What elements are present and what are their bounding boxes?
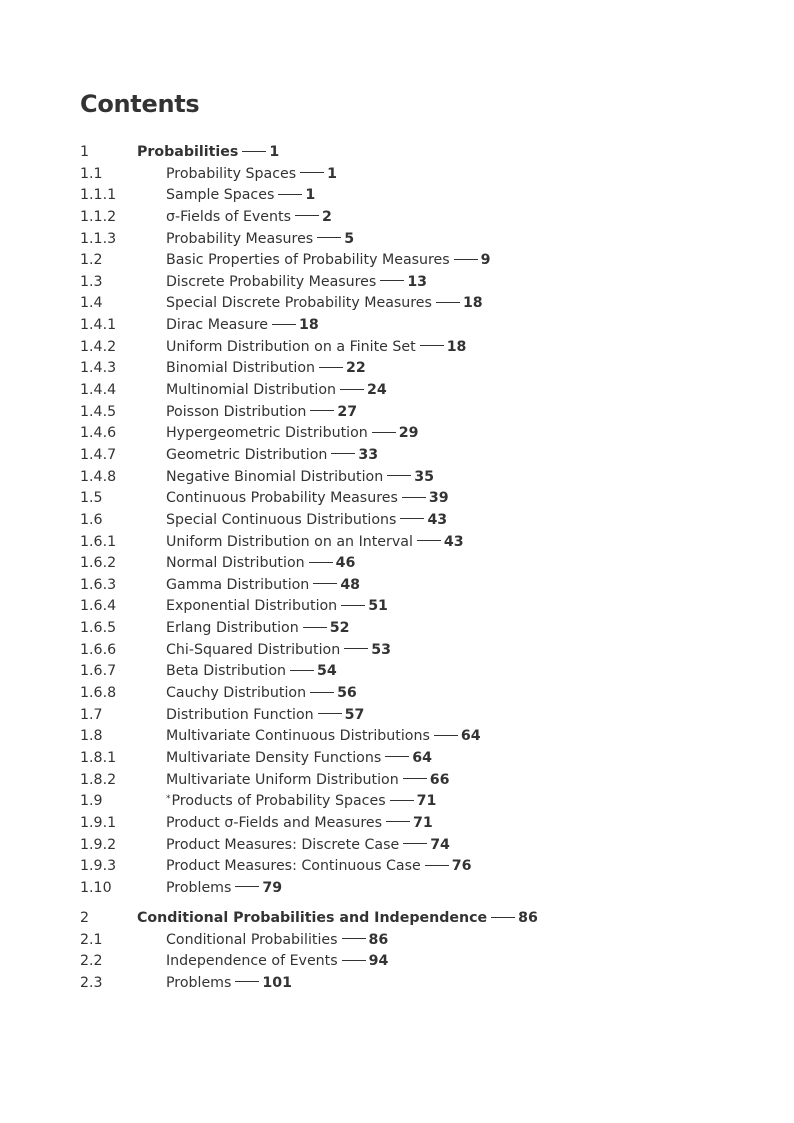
- section-number: 2.1: [80, 931, 103, 948]
- leader-dash: [342, 960, 366, 961]
- toc-entry: [166, 640, 391, 662]
- page-number: 79: [262, 879, 283, 896]
- leader-dash: [235, 981, 259, 982]
- section-number: 1.4.2: [80, 338, 117, 355]
- section-number: 1.4.7: [80, 446, 117, 463]
- page-number: 29: [398, 425, 419, 442]
- section-number: 1.3: [80, 273, 103, 290]
- section-title: Special Continuous Distributions: [166, 511, 397, 528]
- section-number: 1.9.1: [80, 814, 117, 831]
- section-number: 1.5: [80, 490, 103, 507]
- toc-section-row: [80, 467, 720, 489]
- toc-section-row: [80, 164, 720, 186]
- toc-section-row: [80, 748, 720, 770]
- toc-entry: [166, 315, 319, 337]
- toc-section-row: [80, 705, 720, 727]
- leader-dash: [402, 497, 426, 498]
- toc-entry: [166, 402, 357, 424]
- leader-dash: [313, 583, 337, 584]
- toc-entry: [166, 532, 464, 554]
- section-title: σ-Fields of Events: [166, 208, 291, 225]
- section-number: 1.9.3: [80, 858, 117, 875]
- section-title: Distribution Function: [166, 706, 314, 723]
- toc-entry: [166, 951, 388, 973]
- toc-entry: [166, 878, 282, 900]
- toc-section-row: [80, 661, 720, 683]
- toc-entry: [137, 142, 279, 164]
- leader-dash: [403, 778, 427, 779]
- page-number: 1: [305, 187, 316, 204]
- page-number: 53: [371, 641, 391, 658]
- page-number: 64: [460, 728, 481, 745]
- toc-entry: [166, 618, 349, 640]
- leader-dash: [242, 151, 266, 152]
- section-title: Special Discrete Probability Measures: [166, 295, 432, 312]
- leader-dash: [310, 692, 334, 693]
- toc-section-row: [80, 835, 720, 857]
- toc-section-row: [80, 951, 720, 973]
- page-number: 86: [518, 910, 538, 926]
- section-title: Problems: [166, 879, 232, 896]
- section-title: Probability Measures: [166, 230, 314, 247]
- section-title: Erlang Distribution: [166, 620, 299, 637]
- section-number: 1.9: [80, 793, 103, 810]
- toc-entry: [166, 467, 434, 489]
- page-number: 46: [335, 555, 356, 572]
- toc-section-row: [80, 358, 720, 380]
- section-number: 1.6.7: [80, 663, 117, 680]
- toc-entry: [166, 229, 354, 251]
- toc-section-row: [80, 683, 720, 705]
- toc-section-row: [80, 532, 720, 554]
- section-number: 1.6.4: [80, 598, 117, 615]
- leader-dash: [390, 800, 414, 801]
- leader-dash: [290, 670, 314, 671]
- toc-entry: [137, 908, 538, 930]
- toc-section-row: [80, 488, 720, 510]
- toc-entry: [166, 661, 337, 683]
- section-title: Exponential Distribution: [166, 598, 338, 615]
- leader-dash: [331, 453, 355, 454]
- section-title: Sample Spaces: [166, 187, 275, 204]
- leader-dash: [417, 540, 441, 541]
- leader-dash: [454, 259, 478, 260]
- section-title: Poisson Distribution: [166, 403, 307, 420]
- page-number: 33: [358, 446, 379, 463]
- section-title: Discrete Probability Measures: [166, 273, 377, 290]
- chapter-title: Probabilities: [137, 144, 239, 160]
- section-number: 1.4: [80, 295, 103, 312]
- section-title: Probability Spaces: [166, 165, 297, 182]
- toc-section-row: [80, 337, 720, 359]
- toc-section-row: [80, 878, 720, 900]
- toc-section-row: [80, 207, 720, 229]
- section-number: 1.4.3: [80, 360, 117, 377]
- page-number: 18: [446, 338, 467, 355]
- leader-dash: [434, 735, 458, 736]
- toc-entry: [166, 835, 450, 857]
- leader-dash: [386, 821, 410, 822]
- toc-entry: [166, 250, 491, 272]
- section-number: 1.4.4: [80, 382, 117, 399]
- toc-entry: [166, 575, 360, 597]
- leader-dash: [318, 713, 342, 714]
- toc-section-row: [80, 423, 720, 445]
- section-number: 1.6.2: [80, 555, 117, 572]
- leader-dash: [385, 756, 409, 757]
- toc-entry: [166, 185, 315, 207]
- leader-dash: [309, 562, 333, 563]
- section-number: 1.1.3: [80, 230, 117, 247]
- section-title: Multivariate Density Functions: [166, 749, 382, 766]
- section-title: Continuous Probability Measures: [166, 490, 398, 507]
- page-number: 22: [346, 360, 366, 377]
- page-number: 101: [262, 974, 293, 991]
- toc-section-row: [80, 315, 720, 337]
- toc-chapter-1: [80, 142, 720, 899]
- toc-section-row: [80, 553, 720, 575]
- toc-chapter-heading: [80, 908, 720, 930]
- section-title: Chi-Squared Distribution: [166, 641, 341, 658]
- section-title: Multivariate Uniform Distribution: [166, 771, 399, 788]
- section-number: 1.8.2: [80, 771, 117, 788]
- page-number: 24: [367, 382, 387, 399]
- leader-dash: [342, 938, 366, 939]
- section-number: 1.2: [80, 252, 103, 269]
- section-title: Product Measures: Discrete Case: [166, 836, 400, 853]
- toc-entry: [166, 856, 471, 878]
- page-number: 76: [451, 858, 472, 875]
- page-number: 13: [407, 273, 428, 290]
- toc-section-row: [80, 596, 720, 618]
- toc-section-row: [80, 726, 720, 748]
- section-number: 1.6: [80, 511, 103, 528]
- toc-section-row: [80, 575, 720, 597]
- section-title: Hypergeometric Distribution: [166, 425, 368, 442]
- leader-dash: [344, 648, 368, 649]
- section-title: Product Measures: Continuous Case: [166, 858, 421, 875]
- section-number: 1.1.2: [80, 208, 117, 225]
- toc-section-row: [80, 380, 720, 402]
- leader-dash: [310, 410, 334, 411]
- section-number: 1.10: [80, 879, 112, 896]
- toc-entry: [166, 770, 449, 792]
- section-number: 1.4.8: [80, 468, 117, 485]
- toc-section-row: [80, 510, 720, 532]
- toc-section-row: [80, 973, 720, 995]
- leader-dash: [436, 302, 460, 303]
- section-title: Basic Properties of Probability Measures: [166, 252, 450, 269]
- leader-dash: [303, 627, 327, 628]
- toc-entry: [166, 510, 447, 532]
- toc-entry: [166, 553, 355, 575]
- page-number: 74: [430, 836, 450, 853]
- page-number: 39: [428, 490, 449, 507]
- toc-entry: [166, 272, 427, 294]
- section-number: 1.7: [80, 706, 103, 723]
- page-number: 94: [368, 953, 389, 970]
- page-number: 18: [299, 317, 319, 334]
- toc-entry: [166, 293, 483, 315]
- leader-dash: [235, 886, 259, 887]
- section-number: 1.4.5: [80, 403, 117, 420]
- section-title: Gamma Distribution: [166, 576, 310, 593]
- toc-section-row: [80, 185, 720, 207]
- section-title: Problems: [166, 974, 232, 991]
- section-title: Geometric Distribution: [166, 446, 328, 463]
- chapter-number: 2: [80, 910, 90, 926]
- page-number: 43: [427, 511, 448, 528]
- leader-dash: [491, 917, 515, 918]
- leader-dash: [403, 843, 427, 844]
- section-number: 2.3: [80, 974, 103, 991]
- toc-section-row: [80, 930, 720, 952]
- toc-entry: [166, 683, 357, 705]
- section-title: Negative Binomial Distribution: [166, 468, 384, 485]
- leader-dash: [420, 345, 444, 346]
- toc-entry: [166, 337, 466, 359]
- section-number: 1.9.2: [80, 836, 117, 853]
- toc-entry: [166, 596, 388, 618]
- page-number: 1: [269, 144, 280, 160]
- leader-dash: [317, 237, 341, 238]
- page-number: 9: [480, 252, 491, 269]
- toc-section-row: [80, 250, 720, 272]
- toc-section-row: [80, 293, 720, 315]
- section-title: Beta Distribution: [166, 663, 286, 680]
- section-number: 1.1: [80, 165, 103, 182]
- toc-section-row: [80, 402, 720, 424]
- leader-dash: [278, 194, 302, 195]
- optional-section-marker: *: [166, 794, 171, 805]
- page-number: 64: [412, 749, 432, 766]
- leader-dash: [319, 367, 343, 368]
- toc-entry: [166, 164, 337, 186]
- page-number: 18: [462, 295, 483, 312]
- leader-dash: [295, 215, 319, 216]
- section-title: Independence of Events: [166, 953, 338, 970]
- page-number: 71: [416, 793, 437, 810]
- section-number: 1.4.1: [80, 317, 117, 334]
- page-number: 57: [344, 706, 365, 723]
- section-title: Dirac Measure: [166, 317, 269, 334]
- page-number: 1: [327, 165, 338, 182]
- leader-dash: [380, 280, 404, 281]
- toc-section-row: [80, 272, 720, 294]
- leader-dash: [300, 172, 324, 173]
- toc-section-row: [80, 770, 720, 792]
- section-title: Normal Distribution: [166, 555, 305, 572]
- toc-entry: [166, 488, 449, 510]
- section-number: 1.6.8: [80, 685, 117, 702]
- page-title: Contents: [80, 90, 200, 118]
- leader-dash: [400, 518, 424, 519]
- section-title: Conditional Probabilities: [166, 931, 338, 948]
- section-title: Multivariate Continuous Distributions: [166, 728, 430, 745]
- section-title: Binomial Distribution: [166, 360, 316, 377]
- toc-entry: [166, 791, 436, 813]
- page-number: 2: [321, 208, 332, 225]
- page-number: 66: [429, 771, 450, 788]
- toc-section-row: [80, 445, 720, 467]
- toc-section-row: [80, 640, 720, 662]
- section-number: 1.6.3: [80, 576, 117, 593]
- page-number: 48: [340, 576, 361, 593]
- section-title: Products of Probability Spaces: [171, 793, 386, 810]
- section-title: Product σ-Fields and Measures: [166, 814, 383, 831]
- section-number: 1.8: [80, 728, 103, 745]
- toc-entry: [166, 207, 332, 229]
- toc-entry: [166, 358, 366, 380]
- toc-entry: [166, 726, 481, 748]
- toc-entry: [166, 748, 432, 770]
- leader-dash: [272, 324, 296, 325]
- toc-chapter-2: [80, 908, 720, 995]
- section-number: 1.1.1: [80, 187, 117, 204]
- leader-dash: [372, 432, 396, 433]
- toc-section-row: [80, 618, 720, 640]
- leader-dash: [425, 865, 449, 866]
- page-number: 56: [337, 685, 357, 702]
- section-number: 2.2: [80, 953, 103, 970]
- toc-section-row: [80, 813, 720, 835]
- toc-chapter-heading: [80, 142, 720, 164]
- page-number: 52: [329, 620, 350, 637]
- section-number: 1.6.6: [80, 641, 117, 658]
- toc-section-row: [80, 791, 720, 813]
- leader-dash: [387, 475, 411, 476]
- section-number: 1.8.1: [80, 749, 117, 766]
- toc-entry: [166, 423, 419, 445]
- section-number: 1.6.5: [80, 620, 117, 637]
- page-number: 43: [443, 533, 464, 550]
- page-number: 51: [368, 598, 388, 615]
- toc-section-row: [80, 229, 720, 251]
- leader-dash: [340, 389, 364, 390]
- toc-section-row: [80, 856, 720, 878]
- toc-entry: [166, 973, 292, 995]
- section-title: Uniform Distribution on an Interval: [166, 533, 413, 550]
- toc-entry: [166, 813, 433, 835]
- page-number: 35: [414, 468, 434, 485]
- page-number: 71: [413, 814, 433, 831]
- section-title: Cauchy Distribution: [166, 685, 307, 702]
- toc-entry: [166, 705, 364, 727]
- page-number: 86: [368, 931, 389, 948]
- section-number: 1.6.1: [80, 533, 117, 550]
- page-number: 27: [337, 403, 358, 420]
- toc-entry: [166, 380, 387, 402]
- leader-dash: [341, 605, 365, 606]
- chapter-title: Conditional Probabilities and Independence: [137, 910, 488, 926]
- page-number: 5: [344, 230, 355, 247]
- toc-entry: [166, 930, 388, 952]
- chapter-number: 1: [80, 144, 90, 160]
- section-number: 1.4.6: [80, 425, 117, 442]
- section-title: Uniform Distribution on a Finite Set: [166, 338, 416, 355]
- toc-entry: [166, 445, 378, 467]
- page-number: 54: [317, 663, 337, 680]
- section-title: Multinomial Distribution: [166, 382, 337, 399]
